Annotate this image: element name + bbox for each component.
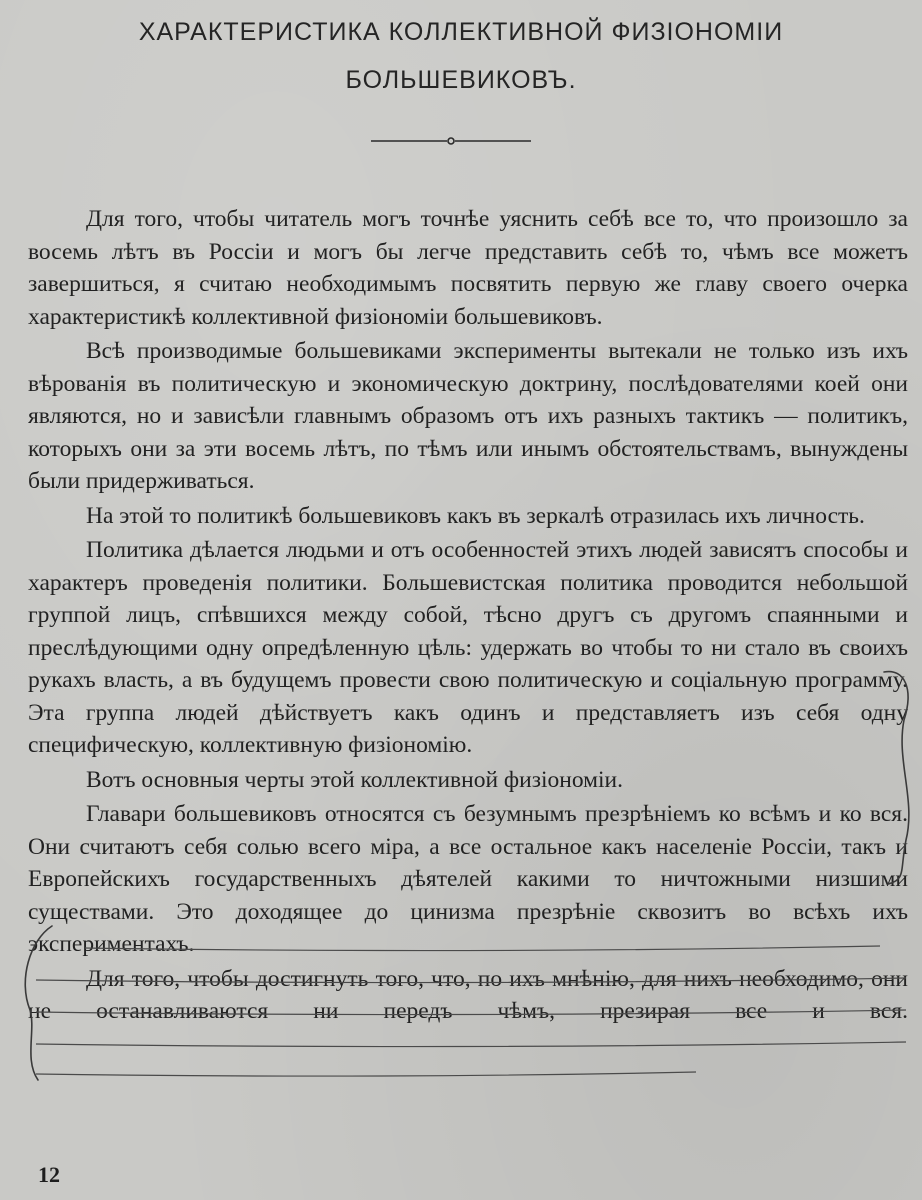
paragraph-2: Всѣ производимые большевиками эксперименты вытекали не только изъ ихъ вѣрованiя въ политическую и экономическую доктрину, послѣдователями коей они являются, но и зависѣли главнымъ образомъ отъ ихъ разныхъ тактикъ — политикъ, которыхъ они за эти восемь лѣтъ, по тѣмъ или инымъ обстоятельствамъ, вынуждены были придерживаться. [28,338,908,494]
paragraph-7: Для того, чтобы достигнуть того, что, по ихъ мнѣнiю, для нихъ необходимо, они не останавливаются ни передъ чѣмъ, презирая все и вся. [28,965,908,1024]
paragraph-3: На этой то политикѣ большевиковъ какъ въ зеркалѣ отразилась ихъ личность. [86,502,865,529]
paragraph-6: Главари большевиковъ относятся съ безумнымъ презрѣнiемъ ко всѣмъ и ко вся. Они считаютъ себя солью всего мiра, а все остальное какъ населенiе Россiи, такъ и Европейскихъ государственныхъ дѣятелей какими то ничтожными низшими существами. Это доходящее до цинизма презрѣнiе сквозитъ во всѣхъ ихъ экспериментахъ. [28,801,908,957]
paragraph-1: Для того, чтобы читатель могъ точнѣе уяснить себѣ все то, что произошло за восемь лѣтъ въ Россiи и могъ бы легче представить себѣ то, чѣмъ все можетъ завершиться, я считаю необходимымъ посвятить первую же главу своего очерка характеристикѣ коллективной физiономiи большевиковъ. [28,206,908,330]
title-ornament-divider [371,132,531,150]
paragraph-5: Вотъ основныя черты этой коллективной физiономiи. [86,766,623,793]
chapter-title-line-2: БОЛЬШЕВИКОВЪ. [345,66,577,94]
page-number: 12 [38,1162,60,1187]
underline-4 [36,1042,906,1047]
body-text [28,203,908,1030]
underline-5 [36,1072,696,1076]
paragraph-4: Политика дѣлается людьми и отъ особенностей этихъ людей зависятъ способы и характеръ проведенiя политики. Большевистская политика проводится небольшой группой лицъ, спѣвшихся между собой, тѣсно другъ съ другомъ спаянными и преслѣдующими одну опредѣленную цѣль: удержать во чтобы то ни стало въ своихъ рукахъ власть, а въ будущемъ провести свою политическую и соцiальную программу. Эта группа людей дѣйствуетъ какъ одинъ и представляетъ изъ себя одну специфическую, коллективную физiономiю. [28,537,908,758]
chapter-title-line-1: ХАРАКТЕРИСТИКА КОЛЛЕКТИВНОЙ ФИЗIОНОМIИ [138,18,784,46]
